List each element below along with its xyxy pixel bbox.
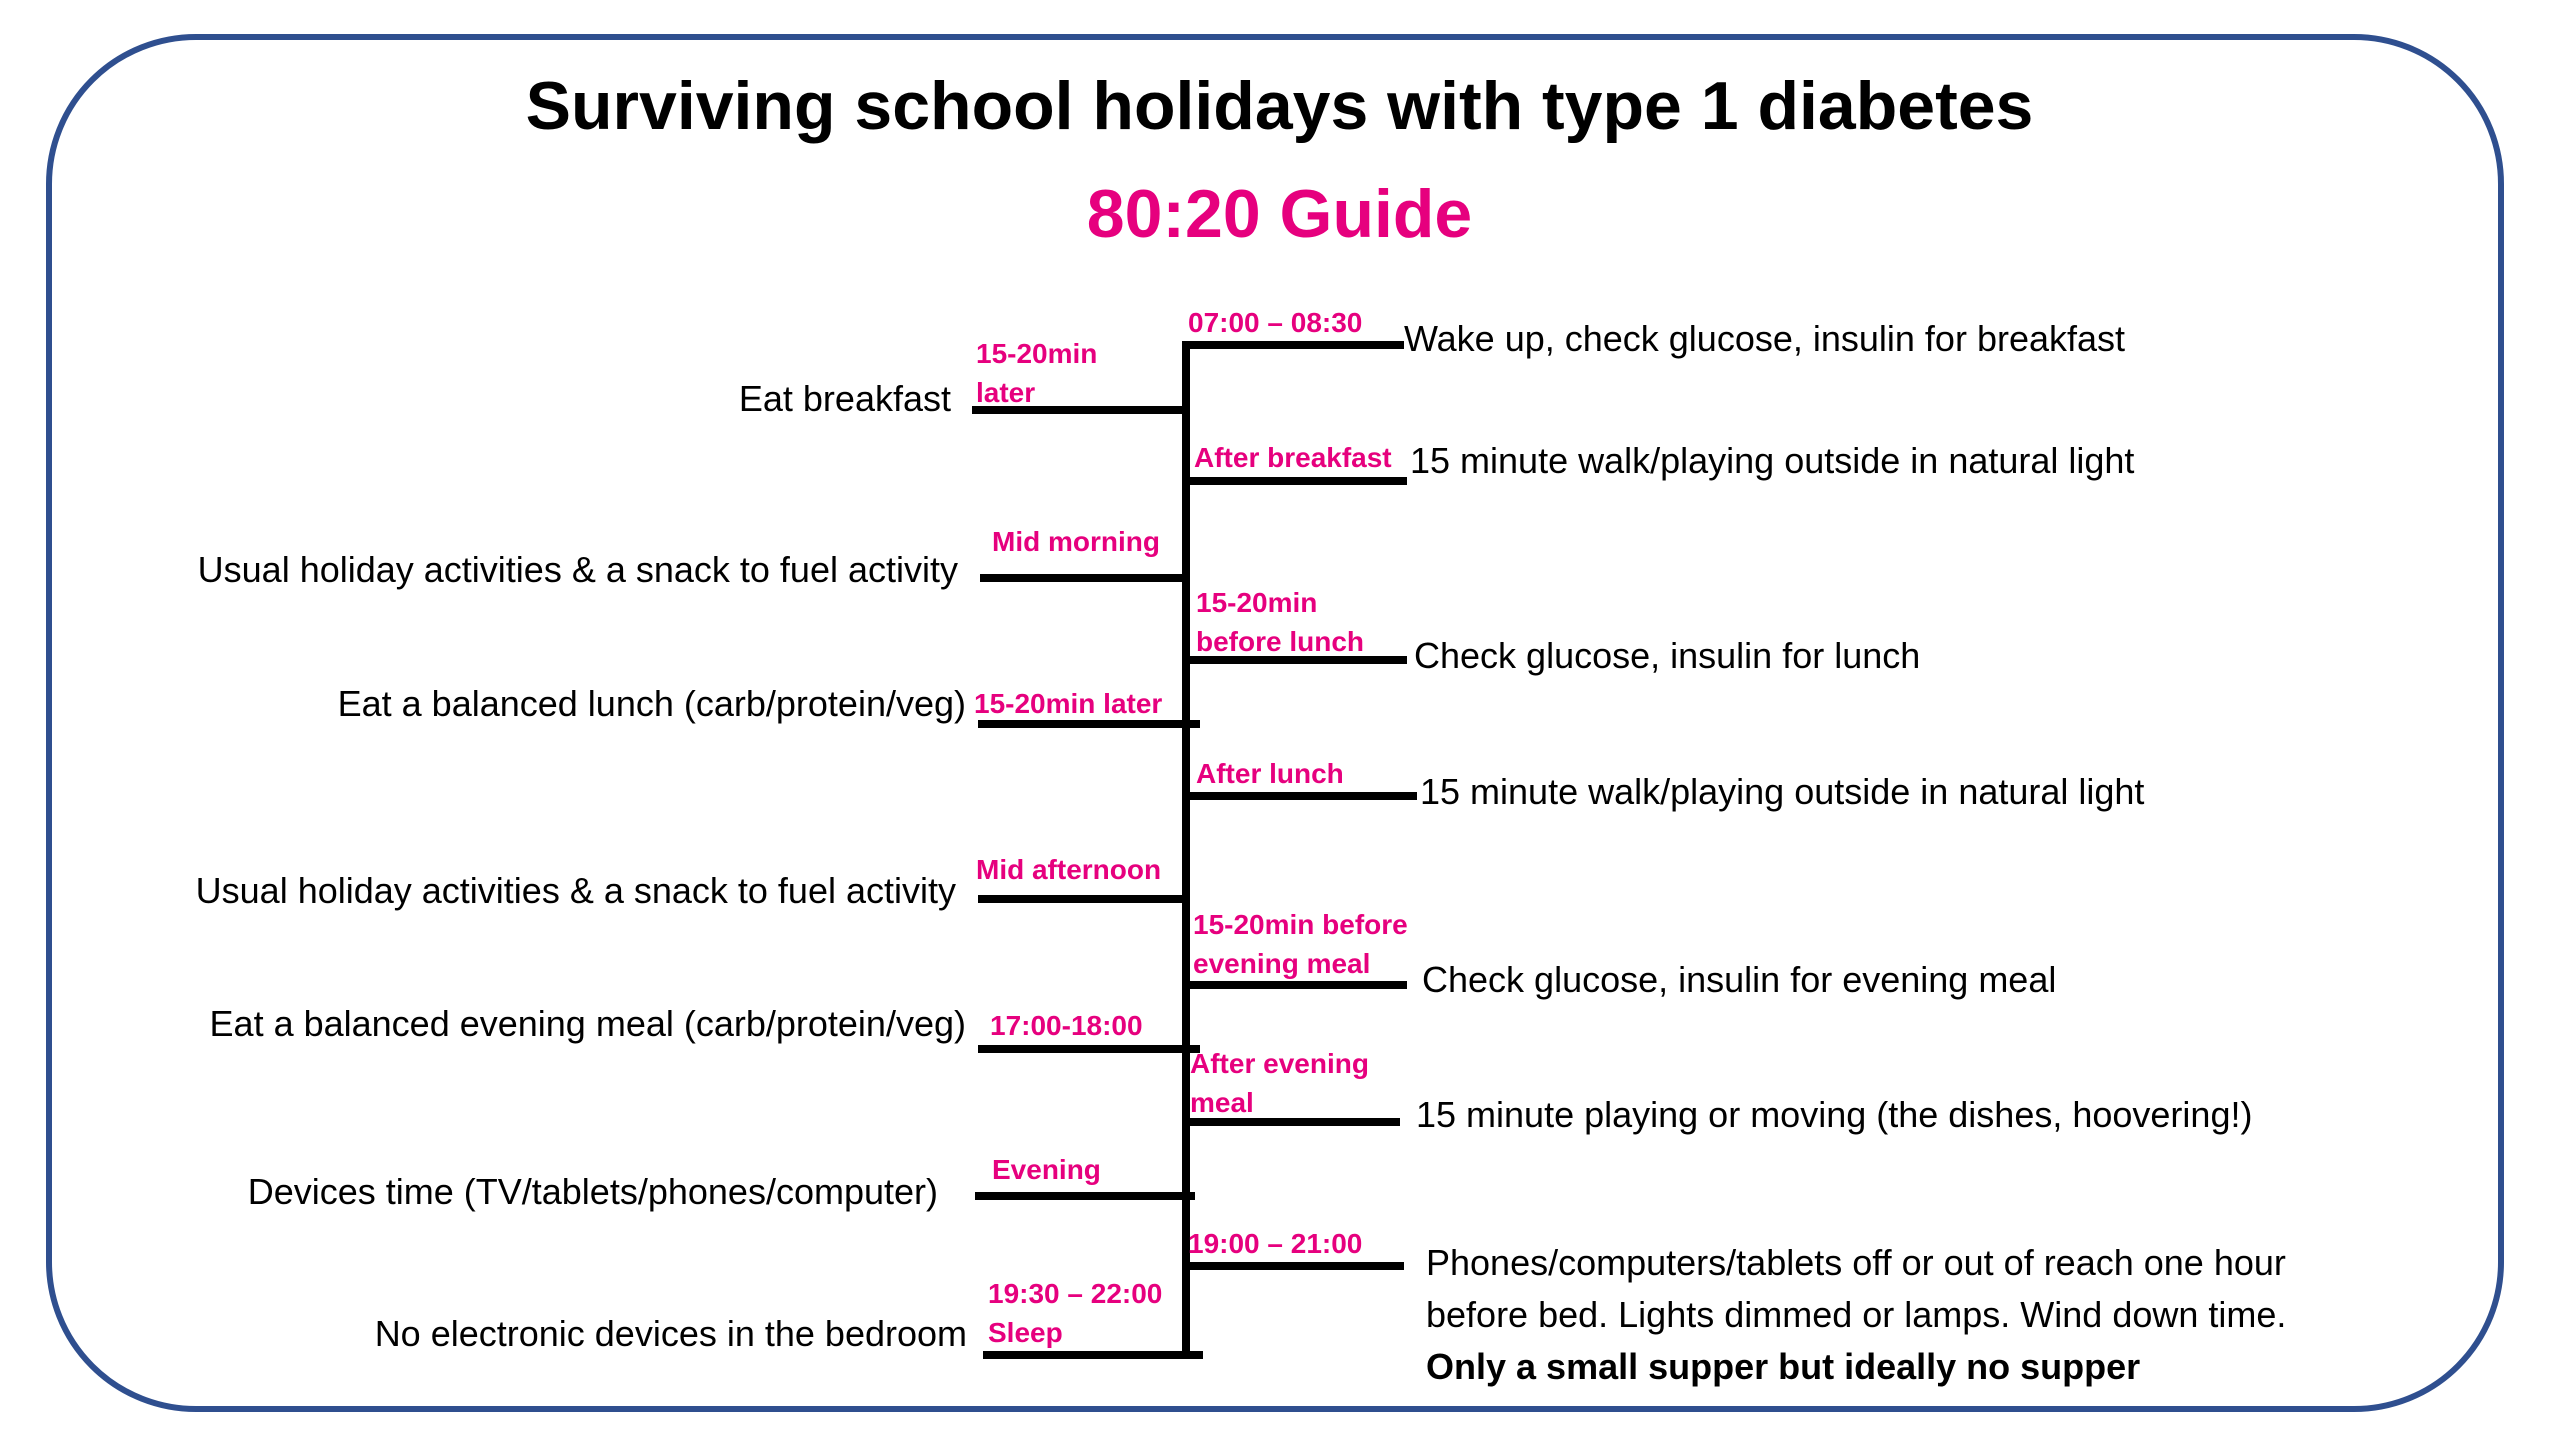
right-branch <box>1182 1262 1404 1270</box>
time-label: Mid morning <box>992 526 1160 557</box>
activity-text: Usual holiday activities & a snack to fuel activity <box>197 549 958 590</box>
activity-text: 15 minute walk/playing outside in natural light <box>1420 771 2145 812</box>
time-label: 15-20min later <box>974 688 1163 719</box>
time-label <box>988 1274 1162 1352</box>
page-title: Surviving school holidays with type 1 diabetes <box>525 68 2034 144</box>
time-label-line: After evening <box>1190 1048 1369 1079</box>
note-line: before bed. Lights dimmed or lamps. Wind down time. <box>1426 1294 2287 1335</box>
time-label-line: Sleep <box>988 1317 1063 1348</box>
time-label-line: 19:30 – 22:00 <box>988 1278 1163 1309</box>
left-branch <box>978 1045 1200 1053</box>
time-label-line: 15-20min before <box>1193 909 1408 940</box>
activity-text: Devices time (TV/tablets/phones/computer) <box>247 1171 938 1212</box>
time-label: Mid afternoon <box>976 854 1162 885</box>
time-label: Evening <box>992 1154 1101 1185</box>
time-label <box>1190 1044 1369 1122</box>
activity-text: Check glucose, insulin for lunch <box>1414 635 1921 676</box>
time-label-line: meal <box>1190 1087 1254 1118</box>
note-line-bold: Only a small supper but ideally no supper <box>1426 1346 2141 1387</box>
right-branch <box>1182 341 1404 349</box>
time-label: After breakfast <box>1194 442 1392 473</box>
activity-text: Eat breakfast <box>738 378 951 419</box>
time-label-line: 15-20min <box>1196 587 1318 618</box>
activity-text: Eat a balanced lunch (carb/protein/veg) <box>337 683 966 724</box>
right-branch <box>1182 477 1407 485</box>
time-label: After lunch <box>1196 758 1344 789</box>
time-label <box>1196 583 1364 661</box>
time-label-line: 15-20min <box>976 338 1098 369</box>
time-label: 17:00-18:00 <box>990 1010 1143 1041</box>
activity-text: Usual holiday activities & a snack to fuel activity <box>195 870 956 911</box>
activity-text: No electronic devices in the bedroom <box>374 1313 967 1354</box>
activity-text: 15 minute playing or moving (the dishes, hoovering!) <box>1416 1094 2253 1135</box>
page-subtitle: 80:20 Guide <box>1086 176 1473 252</box>
right-branch <box>1182 792 1417 800</box>
time-label-line: before lunch <box>1196 626 1365 657</box>
timeline-axis <box>1182 341 1190 1359</box>
time-label <box>976 334 1097 412</box>
left-branch <box>980 574 1190 582</box>
activity-text: Check glucose, insulin for evening meal <box>1422 959 2057 1000</box>
time-label <box>1193 905 1408 983</box>
left-branch <box>975 1192 1195 1200</box>
time-label-line: evening meal <box>1193 948 1371 979</box>
activity-text: Eat a balanced evening meal (carb/protein/veg) <box>209 1003 966 1044</box>
bedtime-note <box>1426 1237 2286 1393</box>
activity-text: 15 minute walk/playing outside in natural light <box>1410 440 2135 481</box>
left-branch <box>978 895 1190 903</box>
time-label-line: later <box>976 377 1036 408</box>
time-label: 19:00 – 21:00 <box>1188 1228 1363 1259</box>
note-line: Phones/computers/tablets off or out of reach one hour <box>1426 1242 2286 1283</box>
activity-text: Wake up, check glucose, insulin for breakfast <box>1404 318 2126 359</box>
left-branch <box>983 1351 1203 1359</box>
time-label: 07:00 – 08:30 <box>1188 307 1363 338</box>
